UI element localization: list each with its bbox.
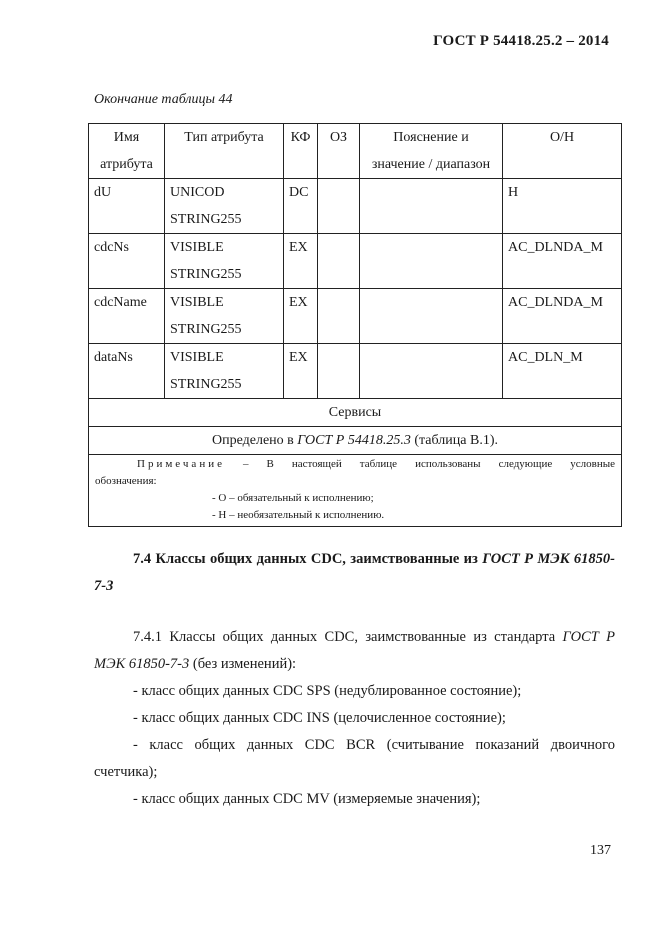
cell-kf: DC xyxy=(284,179,318,234)
note-item: - О – обязательный к исполнению; xyxy=(212,492,374,504)
note-label: Примечание xyxy=(137,458,225,470)
note-line: Примечание – В настоящей таблице использованы следующие условные xyxy=(95,456,615,473)
section-heading: 7.4 Классы общих данных CDC, заимствованные из ГОСТ Р МЭК 61850-7-3 xyxy=(94,551,615,594)
cell-kf: EX xyxy=(284,289,318,344)
defined-row xyxy=(89,427,622,455)
cell-oz xyxy=(318,344,360,399)
cell-type: UNICOD STRING255 xyxy=(165,179,284,234)
cell-type: VISIBLE STRING255 xyxy=(165,289,284,344)
header-explanation: Пояснение и значение / диапазон xyxy=(360,124,503,179)
header-oh: О/Н xyxy=(503,124,622,179)
cell-name: dataNs xyxy=(89,344,165,399)
list-item: - класс общих данных CDC MV (измеряемые значения); xyxy=(133,791,481,807)
paragraph: 7.4.1 Классы общих данных CDC, заимствованные из стандарта ГОСТ Р МЭК 61850-7-3 (без изменений): xyxy=(94,629,615,672)
table-caption: Окончание таблицы 44 xyxy=(94,92,233,107)
cell-name: cdcName xyxy=(89,289,165,344)
document-header: ГОСТ Р 54418.25.2 – 2014 xyxy=(433,33,609,49)
table-row xyxy=(89,344,622,399)
note-cell xyxy=(89,455,622,527)
cell-type: VISIBLE STRING255 xyxy=(165,344,284,399)
cell-name: dU xyxy=(89,179,165,234)
note-item: - Н – необязательный к исполнению. xyxy=(212,509,385,521)
cell-oh: Н xyxy=(503,179,622,234)
note-line: обозначения: xyxy=(95,475,157,487)
header-kf: КФ xyxy=(284,124,318,179)
note-row xyxy=(89,455,622,527)
defined-cell: Определено в ГОСТ Р 54418.25.3 (таблица В.1). xyxy=(89,427,622,455)
defined-reference: ГОСТ Р 54418.25.3 xyxy=(297,433,411,448)
cell-oh: AC_DLNDA_M xyxy=(503,234,622,289)
cell-explanation xyxy=(360,234,503,289)
services-row xyxy=(89,399,622,427)
cell-kf: EX xyxy=(284,234,318,289)
header-oz: ОЗ xyxy=(318,124,360,179)
list-item: - класс общих данных CDC SPS (недублированное состояние); xyxy=(133,683,522,699)
cell-oh: AC_DLNDA_M xyxy=(503,289,622,344)
list-item: - класс общих данных CDC BCR (считывание показаний двоичного счетчика); xyxy=(94,737,615,780)
cell-oz xyxy=(318,179,360,234)
paragraph-reference: ГОСТ Р МЭК 61850-7-3 xyxy=(94,629,615,672)
cell-oz xyxy=(318,289,360,344)
table-row xyxy=(89,179,622,234)
cell-kf: EX xyxy=(284,344,318,399)
cell-explanation xyxy=(360,289,503,344)
header-type: Тип атрибута xyxy=(165,124,284,179)
cell-explanation xyxy=(360,179,503,234)
cell-explanation xyxy=(360,344,503,399)
page-number: 137 xyxy=(590,843,611,858)
cell-name: cdcNs xyxy=(89,234,165,289)
list-item: - класс общих данных CDC INS (целочисленное состояние); xyxy=(133,710,506,726)
header-name: Имя атрибута xyxy=(89,124,165,179)
services-cell: Сервисы xyxy=(89,399,622,427)
table-header-row xyxy=(89,124,622,179)
heading-reference: ГОСТ Р МЭК 61850-7-3 xyxy=(94,551,615,594)
attributes-table xyxy=(88,123,622,527)
cell-oz xyxy=(318,234,360,289)
cell-oh: AC_DLN_M xyxy=(503,344,622,399)
table-row xyxy=(89,234,622,289)
table-row xyxy=(89,289,622,344)
cell-type: VISIBLE STRING255 xyxy=(165,234,284,289)
